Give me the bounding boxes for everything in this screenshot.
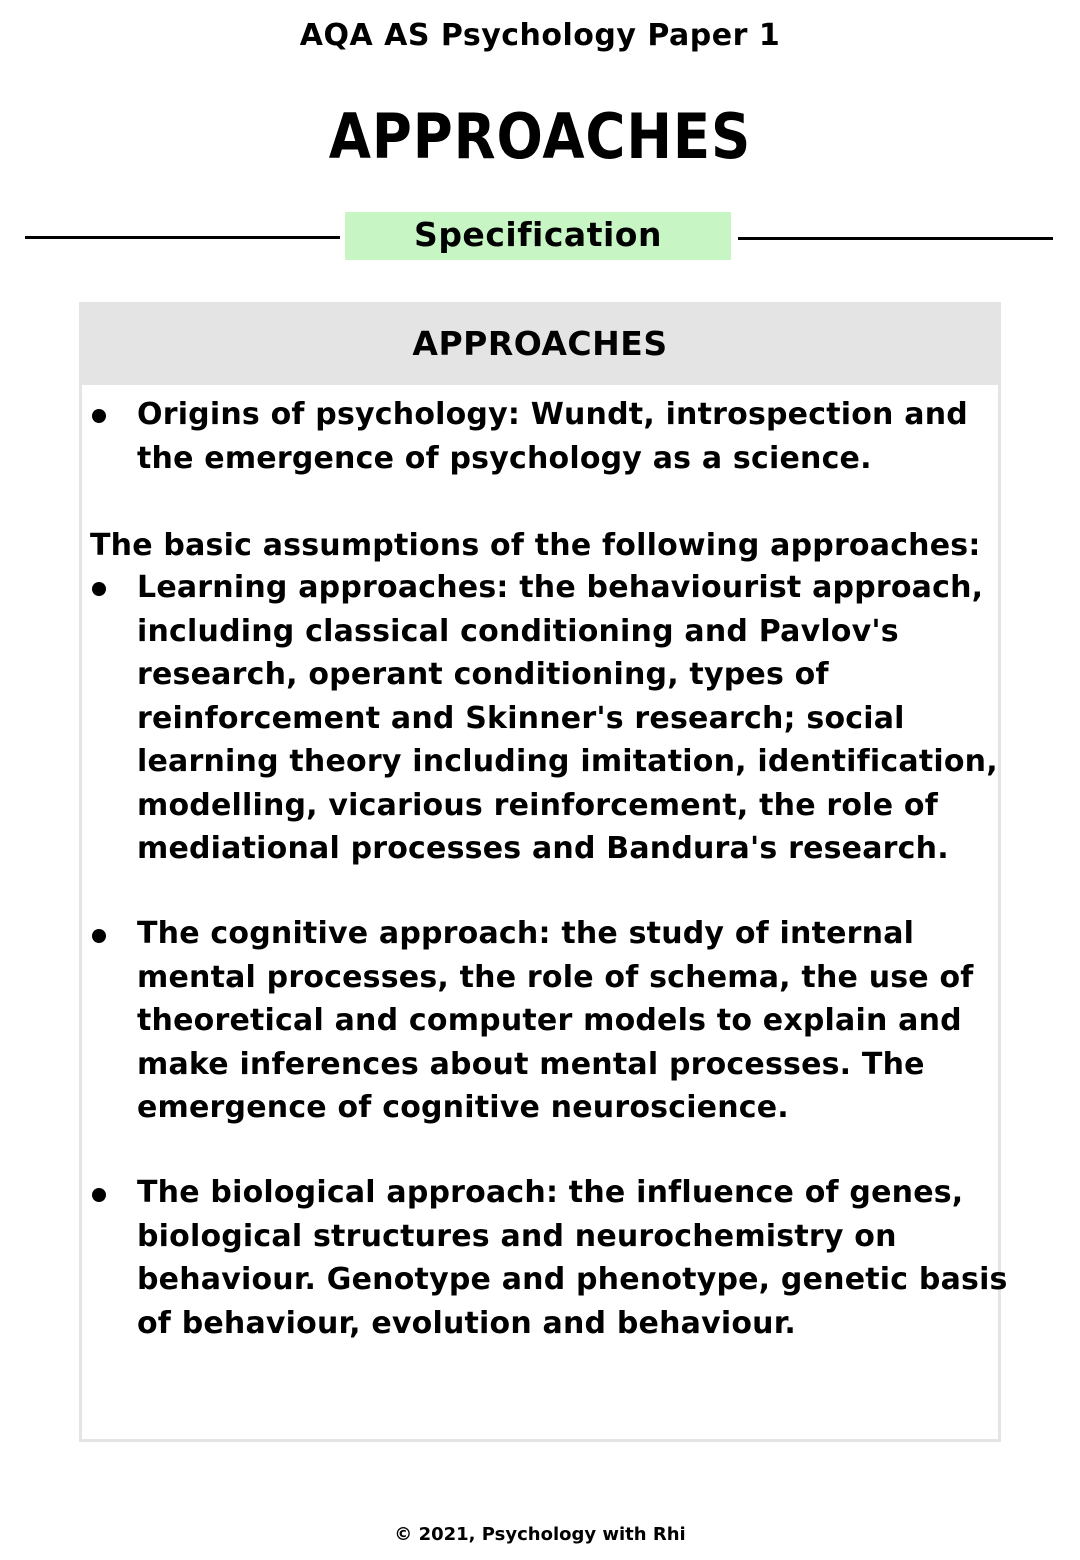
list-item-biological-approach bbox=[137, 1171, 1008, 1345]
cognitive-line: emergence of cognitive neuroscience. bbox=[137, 1090, 789, 1125]
learning-line: including classical conditioning and Pavlov's bbox=[137, 613, 899, 649]
learning-line: modelling, vicarious reinforcement, the role of bbox=[137, 787, 938, 823]
biological-line: biological structures and neurochemistry on bbox=[137, 1218, 897, 1254]
bullet-cognitive-icon bbox=[92, 929, 106, 943]
biological-line: behaviour. Genotype and phenotype, genetic basis bbox=[137, 1262, 1008, 1297]
cognitive-line: The cognitive approach: the study of internal bbox=[137, 916, 915, 951]
divider-left bbox=[25, 236, 340, 239]
assumptions-intro: The basic assumptions of the following approaches: bbox=[90, 528, 981, 563]
biological-line: of behaviour, evolution and behaviour. bbox=[137, 1305, 797, 1341]
cognitive-line: mental processes, the role of schema, the use of bbox=[137, 959, 974, 995]
bullet-biological-icon bbox=[92, 1188, 106, 1202]
bullet-learning-icon bbox=[92, 582, 106, 596]
page-title: APPROACHES bbox=[328, 100, 752, 173]
cognitive-line: theoretical and computer models to explain and bbox=[137, 1003, 962, 1038]
bullet-origins-icon bbox=[92, 409, 106, 423]
learning-line: learning theory including imitation, identification, bbox=[137, 744, 998, 779]
learning-line: research, operant conditioning, types of bbox=[137, 657, 829, 692]
biological-line: The biological approach: the influence of genes, bbox=[137, 1175, 964, 1210]
divider-right bbox=[738, 237, 1053, 240]
learning-line: mediational processes and Bandura's research. bbox=[137, 831, 949, 866]
learning-line: Learning approaches: the behaviourist approach, bbox=[137, 570, 984, 605]
paper-title: AQA AS Psychology Paper 1 bbox=[299, 18, 781, 53]
cognitive-line: make inferences about mental processes. The bbox=[137, 1046, 925, 1082]
list-item-origins bbox=[137, 393, 997, 480]
origins-line: the emergence of psychology as a science. bbox=[137, 440, 872, 476]
learning-line: reinforcement and Skinner's research; social bbox=[137, 700, 905, 736]
copyright-footer: © 2021, Psychology with Rhi bbox=[394, 1524, 686, 1545]
specification-box-heading: APPROACHES bbox=[79, 302, 1001, 385]
list-item-cognitive-approach bbox=[137, 912, 997, 1130]
list-item-learning-approaches bbox=[137, 566, 997, 871]
specification-badge: Specification bbox=[345, 212, 731, 260]
origins-line: Origins of psychology: Wundt, introspection and bbox=[137, 397, 968, 432]
